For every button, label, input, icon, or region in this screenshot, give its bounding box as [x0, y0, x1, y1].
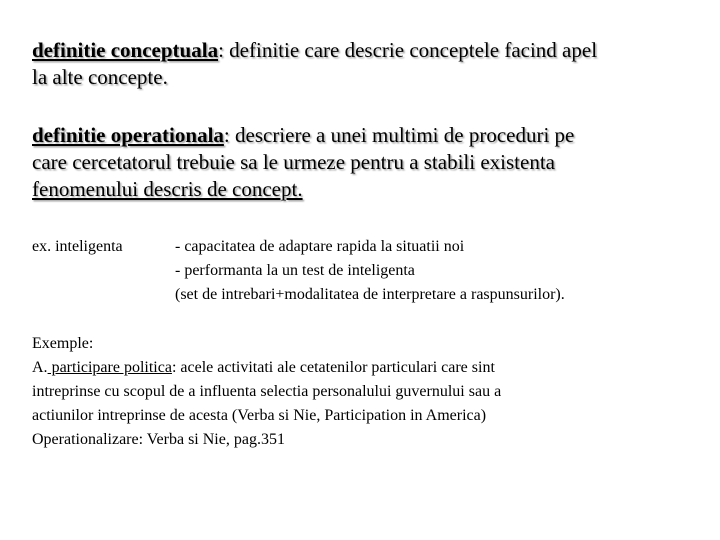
- example-label: ex. inteligenta: [32, 238, 123, 255]
- examples-item-line3: actiunilor intreprinse de acesta (Verba si Nie, Participation in America): [32, 407, 487, 424]
- examples-section: [32, 332, 672, 452]
- definition-conceptual-line2: la alte concepte.: [32, 65, 168, 89]
- definition-operational-line2: care cercetatorul trebuie sa le urmeze pentru a stabili existenta: [32, 150, 555, 174]
- example-item: (set de intrebari+modalitatea de interpretare a raspunsurilor).: [175, 286, 565, 303]
- examples-item-text: : acele activitati ale cetatenilor particulari care sint: [171, 359, 495, 376]
- definition-operational-line1: [32, 122, 692, 149]
- definition-operational-separator: :: [223, 123, 230, 147]
- definition-conceptual-text: definitie care descrie conceptele facind apel: [223, 38, 598, 62]
- examples-heading: Exemple:: [32, 335, 94, 352]
- definition-operational-text: descriere a unei multimi de proceduri pe: [229, 123, 575, 147]
- definition-operational: [32, 122, 692, 203]
- definition-operational-term: definitie operationala: [32, 123, 224, 147]
- examples-item-prefix: A.: [32, 359, 48, 376]
- example-item: - performanta la un test de inteligenta: [175, 262, 415, 279]
- examples-item-term: participare politica: [47, 359, 172, 376]
- definition-operational-line3: fenomenului descris de concept.: [32, 177, 303, 201]
- definition-conceptual-separator: :: [218, 38, 224, 62]
- examples-item-line1: [32, 356, 672, 380]
- definition-conceptual-line1: [32, 37, 692, 64]
- definition-conceptual-term: definitie conceptuala: [32, 38, 219, 62]
- definition-conceptual: [32, 37, 692, 91]
- examples-operationalization: Operationalizare: Verba si Nie, pag.351: [32, 431, 285, 448]
- examples-item-line2: intreprinse cu scopul de a influenta selectia personalului guvernului sau a: [32, 383, 502, 400]
- example-item: - capacitatea de adaptare rapida la situatii noi: [175, 238, 465, 255]
- example-list: [175, 235, 695, 307]
